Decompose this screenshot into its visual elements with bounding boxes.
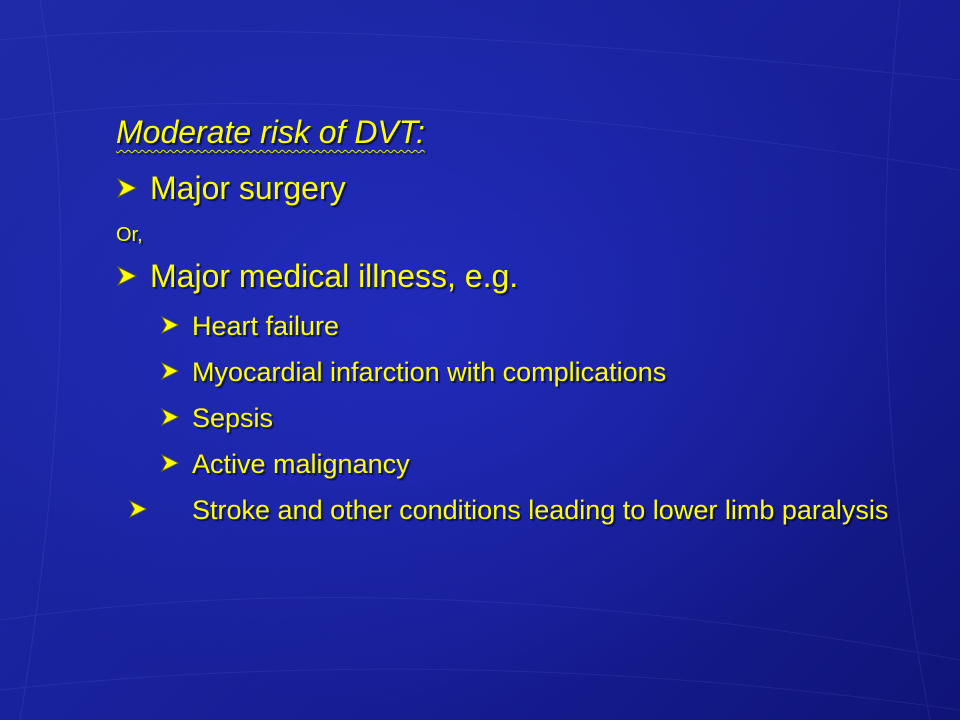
subitem-label: Active malignancy — [192, 449, 410, 479]
subitem-myocardial-infarction — [160, 357, 666, 388]
connector-text: Or, — [116, 224, 143, 246]
arrowhead-bullet-icon — [160, 495, 192, 526]
arrowhead-bullet-icon — [116, 170, 150, 207]
subitem-label: Stroke and other conditions leading to lower limb paralysis — [192, 495, 889, 525]
slide-heading: Moderate risk of DVT: — [116, 114, 425, 150]
arrowhead-bullet-icon — [160, 449, 192, 480]
bullet-item-major-medical-illness — [116, 258, 518, 295]
subitem-sepsis — [160, 403, 273, 434]
bullet-item-label: Major medical illness, e.g. — [150, 258, 519, 294]
subitem-heart-failure — [160, 311, 339, 342]
arrowhead-bullet-icon — [160, 311, 192, 342]
arrowhead-bullet-icon — [116, 258, 150, 295]
arrowhead-bullet-icon — [160, 357, 192, 388]
subitem-label: Sepsis — [192, 403, 274, 433]
subitem-label: Myocardial infarction with complications — [192, 357, 667, 387]
bullet-item-label: Major surgery — [150, 170, 346, 206]
arrowhead-bullet-icon — [160, 403, 192, 434]
subitem-stroke — [160, 495, 912, 526]
bullet-item-major-surgery — [116, 170, 346, 207]
subitem-active-malignancy — [160, 449, 410, 480]
subitem-label: Heart failure — [192, 311, 340, 341]
